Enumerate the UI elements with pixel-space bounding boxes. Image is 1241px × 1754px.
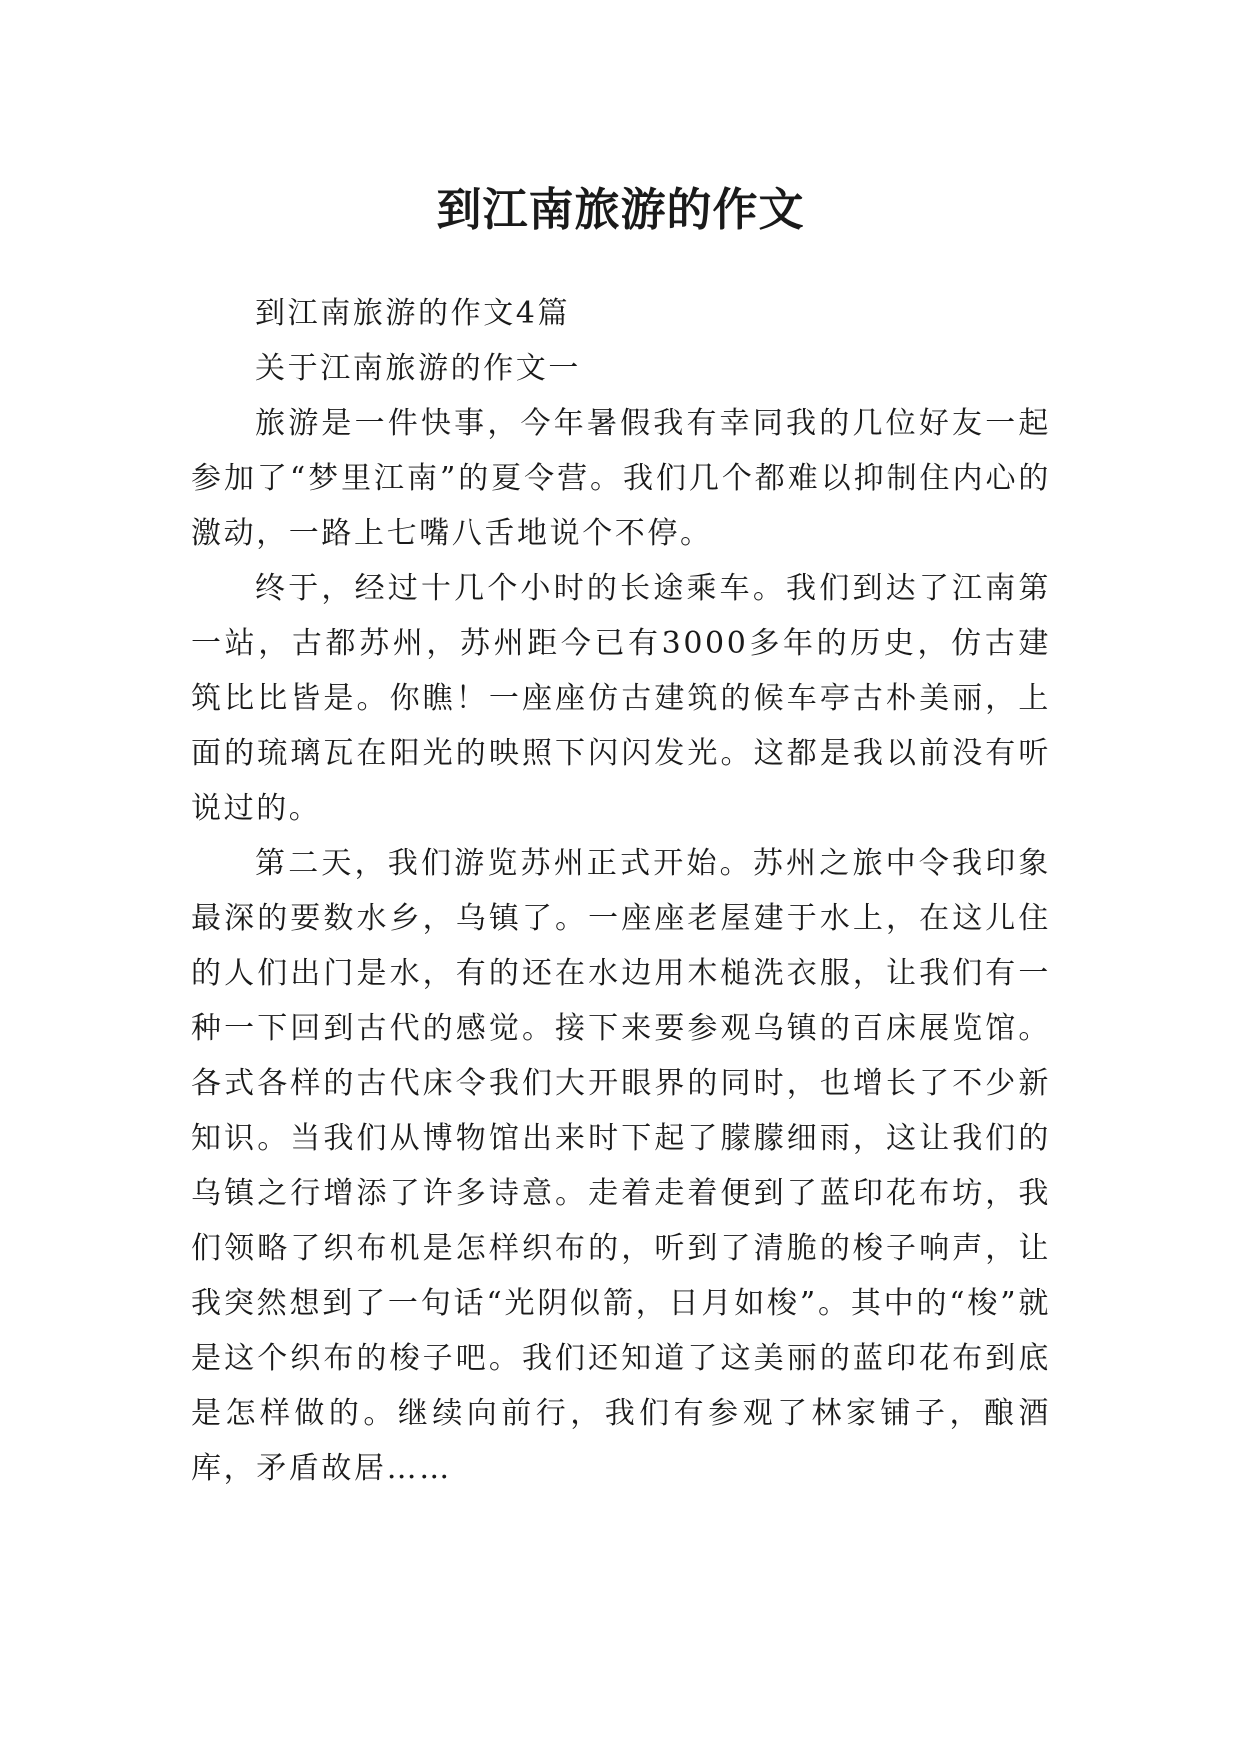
paragraph: 第二天，我们游览苏州正式开始。苏州之旅中令我印象最深的要数水乡，乌镇了。一座座老屋建于水上，在这儿住的人们出门是水，有的还在水边用木槌洗衣服，让我们有一种一下回到古代的感觉。接下来要参观乌镇的百床展览馆。各式各样的古代床令我们大开眼界的同时，也增长了不少新知识。当我们从博物馆出来时下起了朦朦细雨，这让我们的乌镇之行增添了许多诗意。走着走着便到了蓝印花布坊，我们领略了织布机是怎样织布的，听到了清脆的梭子响声，让我突然想到了一句话“光阴似箭，日月如梭”。其中的“梭”就是这个织布的梭子吧。我们还知道了这美丽的蓝印花布到底是怎样做的。继续向前行，我们有参观了林家铺子，酿酒库，矛盾故居…… [191,846,1051,1486]
document-title: 到江南旅游的作文 [436,183,805,237]
paragraph: 终于，经过十几个小时的长途乘车。我们到达了江南第一站，古都苏州，苏州距今已有3000多年的历史，仿古建筑比比皆是。你瞧！一座座仿古建筑的候车亭古朴美丽，上面的琉璃瓦在阳光的映照下闪闪发光。这都是我以前没有听说过的。 [191,571,1051,826]
paragraph: 旅游是一件快事，今年暑假我有幸同我的几位好友一起参加了“梦里江南”的夏令营。我们几个都难以抑制住内心的激动，一路上七嘴八舌地说个不停。 [191,406,1051,551]
paragraph-section-heading: 关于江南旅游的作文一 [255,351,581,386]
document-body [191,286,1051,1496]
paragraph-subtitle: 到江南旅游的作文4篇 [255,296,571,331]
